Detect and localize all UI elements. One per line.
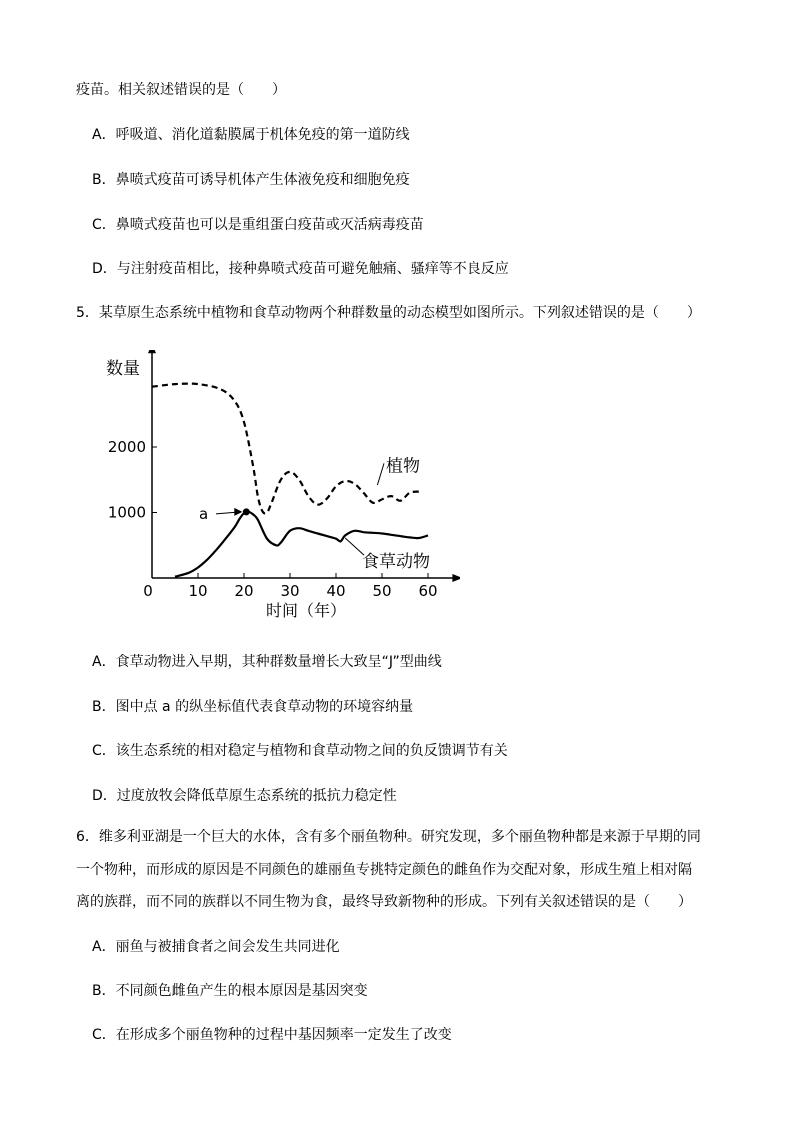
y-tick-label: 1000 (107, 503, 146, 522)
q6-stem-line-3: 离的族群，而不同的族群以不同生物为食，最终导致新物种的形成。下列有关叙述错误的是（ ） (76, 894, 692, 910)
q6-option-a: A．丽鱼与被捕食者之间会发生共同进化 (92, 939, 340, 955)
q6-option-b: B．不同颜色雌鱼产生的根本原因是基因突变 (92, 983, 368, 999)
plant-series-line (152, 384, 419, 514)
x-tick-label: 10 (188, 582, 208, 600)
q5-stem: 5．某草原生态系统中植物和食草动物两个种群数量的动态模型如图所示。下列叙述错误的是（ ） (76, 305, 701, 321)
y-tick-label: 2000 (107, 438, 146, 456)
plant-series-label: 植物 (386, 456, 420, 477)
x-axis-arrow (452, 574, 460, 582)
q4-option-c: C．鼻喷式疫苗也可以是重组蛋白疫苗或灭活病毒疫苗 (92, 217, 424, 233)
point-a-arrowhead (234, 508, 242, 516)
herbivore-series-label: 食草动物 (362, 552, 430, 573)
q5-option-b: B．图中点 a 的纵坐标值代表食草动物的环境容纳量 (92, 699, 414, 715)
x-tick-label: 0 (143, 582, 153, 600)
x-axis-label: 时间（年） (266, 601, 347, 620)
q6-stem-line-1: 6．维多利亚湖是一个巨大的水体，含有多个丽鱼物种。研究发现，多个丽鱼物种都是来源于早期的同 (76, 829, 701, 845)
q4-continuation: 疫苗。相关叙述错误的是（ ） (76, 82, 286, 98)
q5-option-a: A．食草动物进入早期，其种群数量增长大致呈“J”型曲线 (92, 654, 442, 670)
q6-option-c: C．在形成多个丽鱼物种的过程中基因频率一定发生了改变 (92, 1027, 452, 1043)
x-tick-label: 40 (326, 582, 346, 600)
x-tick-label: 20 (234, 582, 254, 600)
q6-stem-line-2: 一个物种，而形成的原因是不同颜色的雄丽鱼专挑特定颜色的雌鱼作为交配对象，形成生殖上相对隔 (76, 862, 692, 878)
q4-option-a: A．呼吸道、消化道黏膜属于机体免疫的第一道防线 (92, 127, 410, 143)
point-a-marker (243, 508, 250, 515)
q5-option-c: C．该生态系统的相对稳定与植物和食草动物之间的负反馈调节有关 (92, 743, 508, 759)
q4-option-b: B．鼻喷式疫苗可诱导机体产生体液免疫和细胞免疫 (92, 172, 410, 188)
population-chart (100, 350, 460, 620)
point-a-label: a (199, 504, 209, 523)
x-tick-label: 30 (280, 582, 300, 600)
q4-option-d: D．与注射疫苗相比，接种鼻喷式疫苗可避免触痛、骚痒等不良反应 (92, 261, 509, 277)
x-tick-label: 50 (372, 582, 392, 600)
y-axis-label: 数量 (106, 359, 140, 379)
y-axis-arrow (148, 350, 156, 353)
q5-option-d: D．过度放牧会降低草原生态系统的抵抗力稳定性 (92, 788, 397, 804)
x-tick-label: 60 (418, 582, 438, 600)
plant-leader-line (377, 463, 384, 485)
